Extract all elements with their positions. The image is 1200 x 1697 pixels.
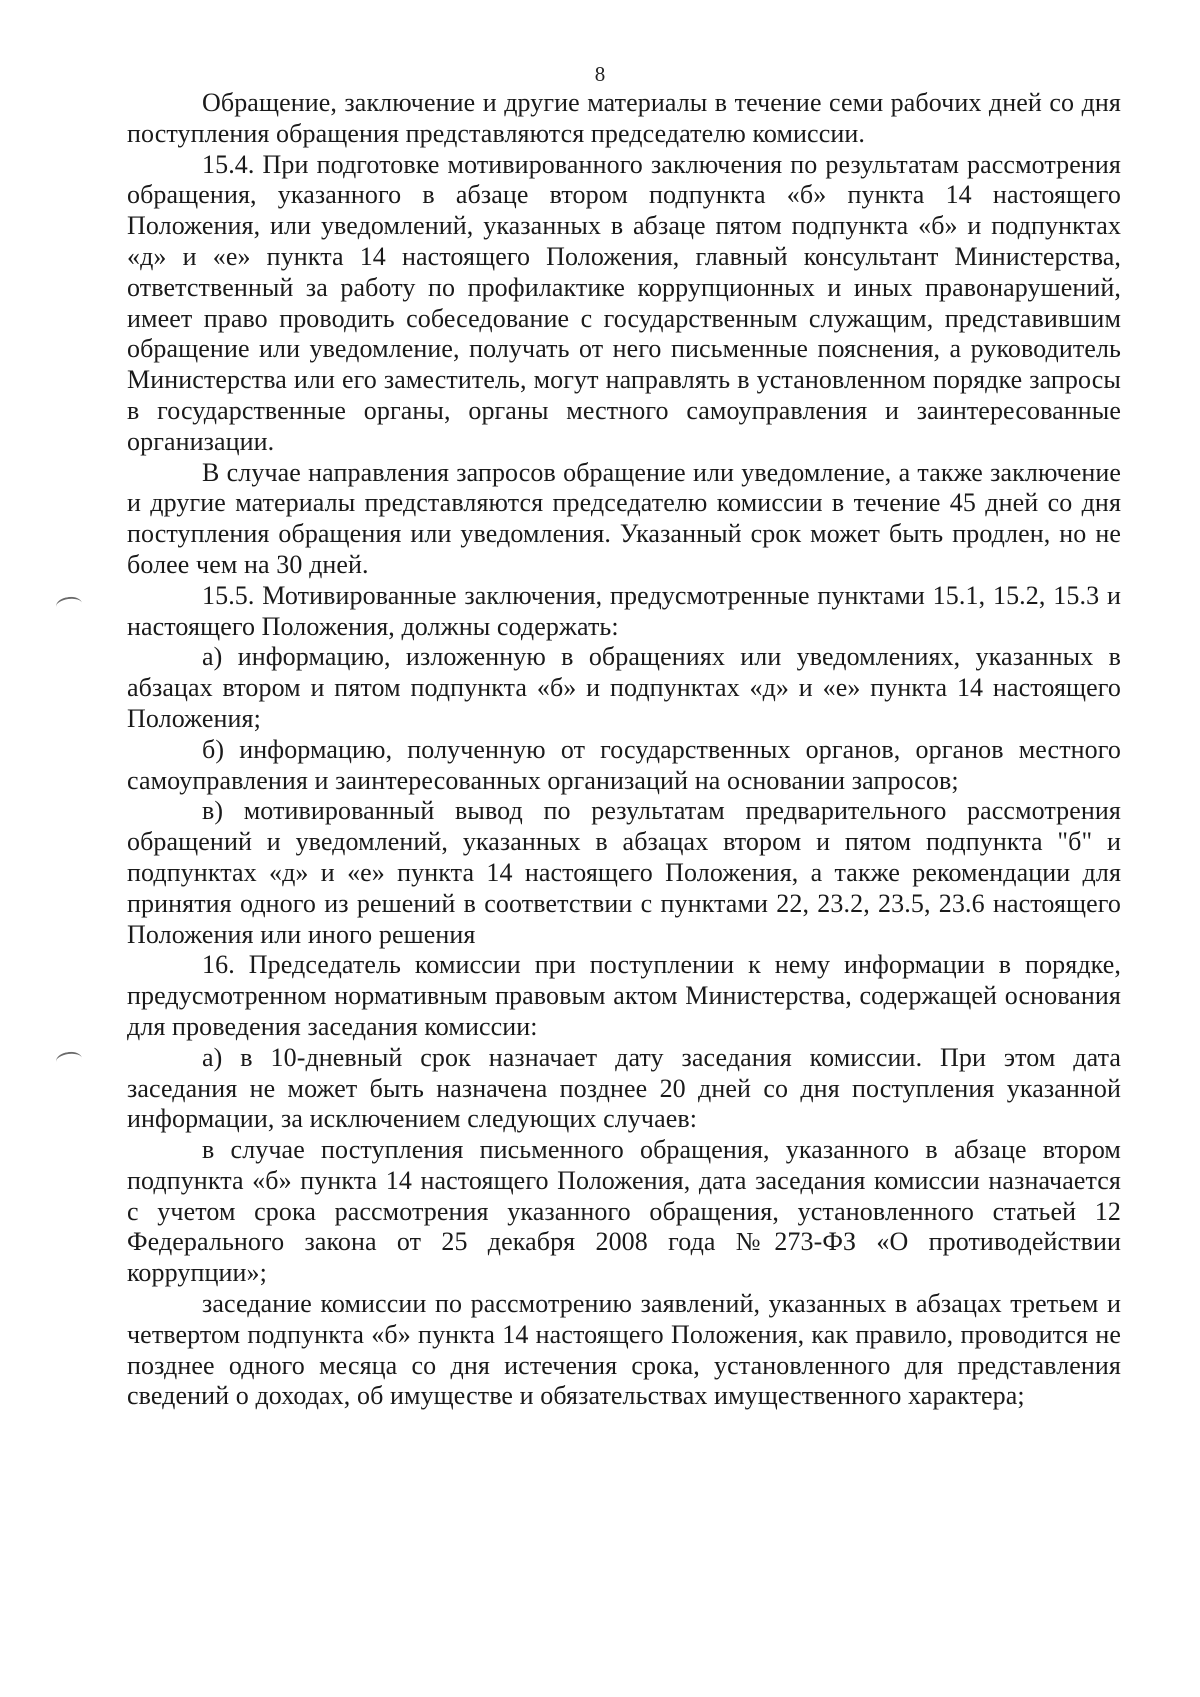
paragraph-15-5: 15.5. Мотивированные заключения, предусмотренные пунктами 15.1, 15.2, 15.3 и настоящего Положения, должны содержать: [127, 580, 1121, 641]
paragraph-16-a-written-appeal: в случае поступления письменного обращения, указанного в абзаце втором подпункта «б» пункта 14 настоящего Положения, дата заседания комиссии назначается с учетом срока рассмотрения указанного обращения, установленного статьей 12 Федерального закона от 25 декабря 2008 года №273-ФЗ «О противодействии коррупции»; [127, 1135, 1121, 1288]
punch-hole-mark [55, 595, 83, 614]
paragraph-15-4: 15.4. При подготовке мотивированного заключения по результатам рассмотрения обращения, указанного в абзаце втором подпункта «б» пункта 14 настоящего Положения, или уведомлений, указанных в абзаце пятом подпункта «б» и подпунктах «д» и «е» пункта 14 настоящего Положения, главный консультант Министерства, ответственный за работу по профилактике коррупционных и иных правонарушений, имеет право проводить собеседование с государственным служащим, представившим обращение или уведомление, получать от него письменные пояснения, а руководитель Министерства или его заместитель, могут направлять в установленном порядке запросы в государственные органы, органы местного самоуправления и заинтересованные организации. [127, 149, 1121, 456]
paragraph-15-5-a: а) информацию, изложенную в обращениях или уведомлениях, указанных в абзацах втором и пятом подпункта «б» и подпунктах «д» и «е» пункта 14 настоящего Положения; [127, 642, 1121, 733]
paragraph-requests-deadline: В случае направления запросов обращение или уведомление, а также заключение и другие материалы представляются председателю комиссии в течение 45 дней со дня поступления обращения или уведомления. Указанный срок может быть продлен, но не более чем на 30 дней. [127, 457, 1121, 579]
paragraph-16-a: а) в 10-дневный срок назначает дату заседания комиссии. При этом дата заседания не может быть назначена позднее 20 дней со дня поступления указанной информации, за исключением следующих случаев: [127, 1042, 1121, 1134]
punch-hole-mark [55, 1050, 83, 1069]
page-number: 8 [594, 62, 606, 86]
paragraph-16-a-statements: заседание комиссии по рассмотрению заявлений, указанных в абзацах третьем и четвертом подпункта «б» пункта 14 настоящего Положения, как правило, проводится не позднее одного месяца со дня истечения срока, установленного для представления сведений о доходах, об имуществе и обязательствах имущественного характера; [127, 1289, 1121, 1411]
document-body [127, 88, 1121, 1412]
paragraph-15-5-v: в) мотивированный вывод по результатам предварительного рассмотрения обращений и уведомлений, указанных в абзацах втором и пятом подпункта "б" и подпунктах «д» и «е» пункта 14 настоящего Положения, а также рекомендации для принятия одного из решений в соответствии с пунктами 22, 23.2, 23.5, 23.6 настоящего Положения или иного решения [127, 796, 1121, 949]
paragraph-16: 16. Председатель комиссии при поступлении к нему информации в порядке, предусмотренном нормативным правовым актом Министерства, содержащей основания для проведения заседания комиссии: [127, 950, 1121, 1041]
paragraph-materials-submission: Обращение, заключение и другие материалы в течение семи рабочих дней со дня поступления обращения представляются председателю комиссии. [127, 88, 1121, 148]
paragraph-15-5-b: б) информацию, полученную от государственных органов, органов местного самоуправления и заинтересованных организаций на основании запросов; [127, 734, 1121, 795]
